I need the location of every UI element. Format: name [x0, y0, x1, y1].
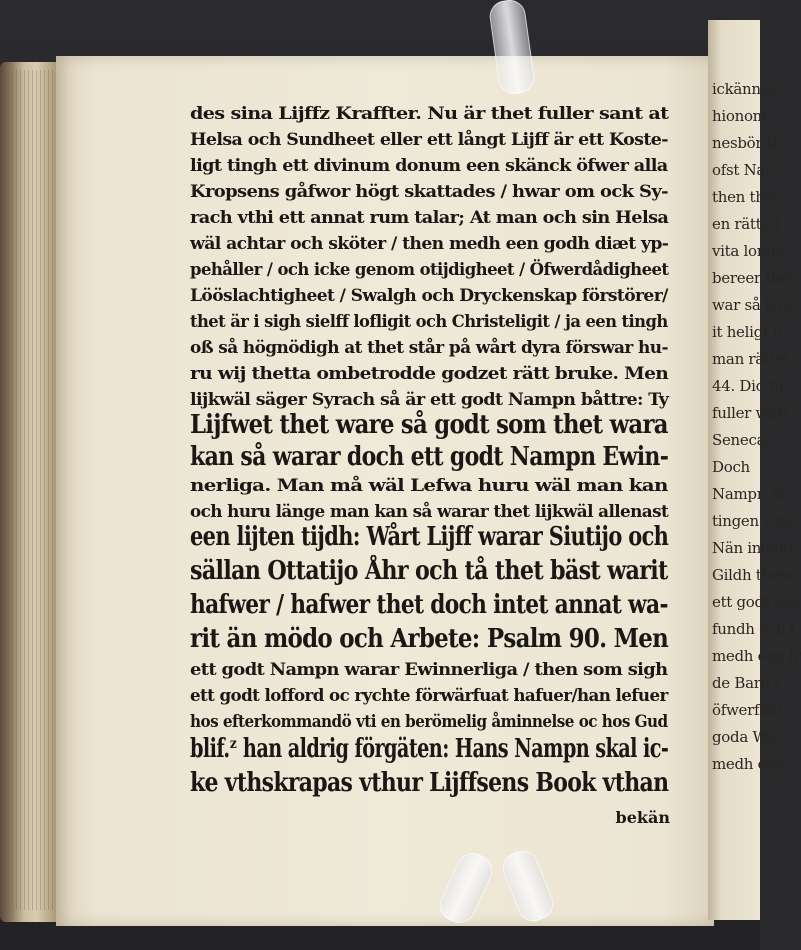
text-line: och huru länge man kan så warar thet lijkwäl allenast: [190, 502, 669, 522]
text-line: Lööslachtigheet / Swalgh och Dryckenskap förstörer/: [190, 286, 668, 306]
text-line: hafwer / hafwer thet doch intet annat wa-: [190, 590, 668, 620]
right-page-line: vita longa: [712, 242, 785, 260]
text-line: ett godt lofford oc rychte förwärfuat hafuer/han lefuer: [190, 686, 668, 706]
text-line: blif.ᶻ han aldrig förgäten: Hans Nampn skal ic-: [190, 734, 669, 764]
text-line: ligt tingh ett divinum donum een skänck öfwer alla: [190, 156, 668, 176]
right-page-line: ickännas: [712, 80, 777, 98]
text-line: rach vthi ett annat rum talar; At man och sin Helsa: [190, 208, 669, 228]
right-page-line: nesbördh: [712, 134, 781, 152]
text-line: nerliga. Man må wäl Lefwa huru wäl man kan: [190, 476, 668, 496]
text-line: oß så högnödigh at thet står på wårt dyra förswar hu-: [190, 338, 668, 358]
text-line: pehåller / och icke genom otijdigheet / Öfwerdådigheet: [190, 260, 669, 280]
right-page-line: ett godt och: [712, 593, 801, 611]
right-page-line: Seneca,: [712, 431, 770, 449]
right-page-line: 44. Dio fu: [712, 377, 784, 395]
right-page-line: medh een fr: [712, 647, 801, 665]
text-line: rit än mödo och Arbete: Psalm 90. Men: [190, 624, 669, 654]
text-line: ru wij thetta ombetrodde godzet rätt bruke. Men: [190, 364, 669, 384]
right-page-line: fuller wari: [712, 404, 789, 422]
text-line: Kropsens gåfwor högt skattades / hwar om ock Sy-: [190, 182, 668, 202]
text-line: wäl achtar och sköter / then medh een godh diæt yp-: [190, 234, 669, 254]
text-line: een lijten tijdh: Wårt Lijff warar Siutijo och: [190, 522, 669, 552]
right-page-line: Nän ingalu: [712, 539, 793, 557]
right-page-line: war så lyck: [712, 296, 795, 314]
right-page-line: de Barn /: [712, 674, 780, 692]
right-page-line: then thet: [712, 188, 779, 206]
text-line: hos efterkommandö vti en berömelig åminnelse oc hos Gud: [190, 712, 668, 732]
text-line: Lijfwet thet ware så godt som thet wara: [190, 410, 668, 440]
right-page-line: medh een: [712, 755, 785, 773]
right-page-line: en rätteli: [712, 215, 779, 233]
right-page-line: fundh och t: [712, 620, 796, 638]
text-line: lijkwäl säger Syrach så är ett godt Nampn båttre: Ty: [190, 390, 669, 410]
text-line: ke vthskrapas vthur Lijffsens Book vthan: [190, 768, 669, 798]
text-line: sällan Ottatijo Åhr och tå thet bäst warit: [190, 556, 668, 586]
text-line: des sina Lijffz Kraffter. Nu är thet fuller sant at: [190, 104, 669, 124]
text-line: Helsa och Sundheet eller ett långt Lijff är ett Koste-: [190, 130, 668, 150]
right-page-line: Doch: [712, 458, 750, 476]
text-line: ett godt Nampn warar Ewinnerliga / then som sigh: [190, 660, 668, 680]
right-page-line: tingen icke: [712, 512, 794, 530]
right-page-line: bereer thet: [712, 269, 795, 287]
right-page-line: it heligt o: [712, 323, 782, 341]
right-page-line: hionom: [712, 107, 767, 125]
text-line: thet är i sigh sielff lofligit och Christeligit / ja een tingh: [190, 312, 668, 332]
page-stack-edges: [8, 70, 60, 910]
right-page-line: Nampn är: [712, 485, 787, 503]
catchword: bekän: [615, 808, 670, 827]
next-page-edge: [708, 20, 801, 920]
right-page-line: man rättel: [712, 350, 789, 368]
right-page-line: goda Wä: [712, 728, 775, 746]
right-page-line: Gildh them: [712, 566, 794, 584]
right-page-line: ofst Nar: [712, 161, 772, 179]
right-page-line: öfwerflöd: [712, 701, 782, 719]
text-line: kan så warar doch ett godt Nampn Ewin-: [190, 442, 669, 472]
